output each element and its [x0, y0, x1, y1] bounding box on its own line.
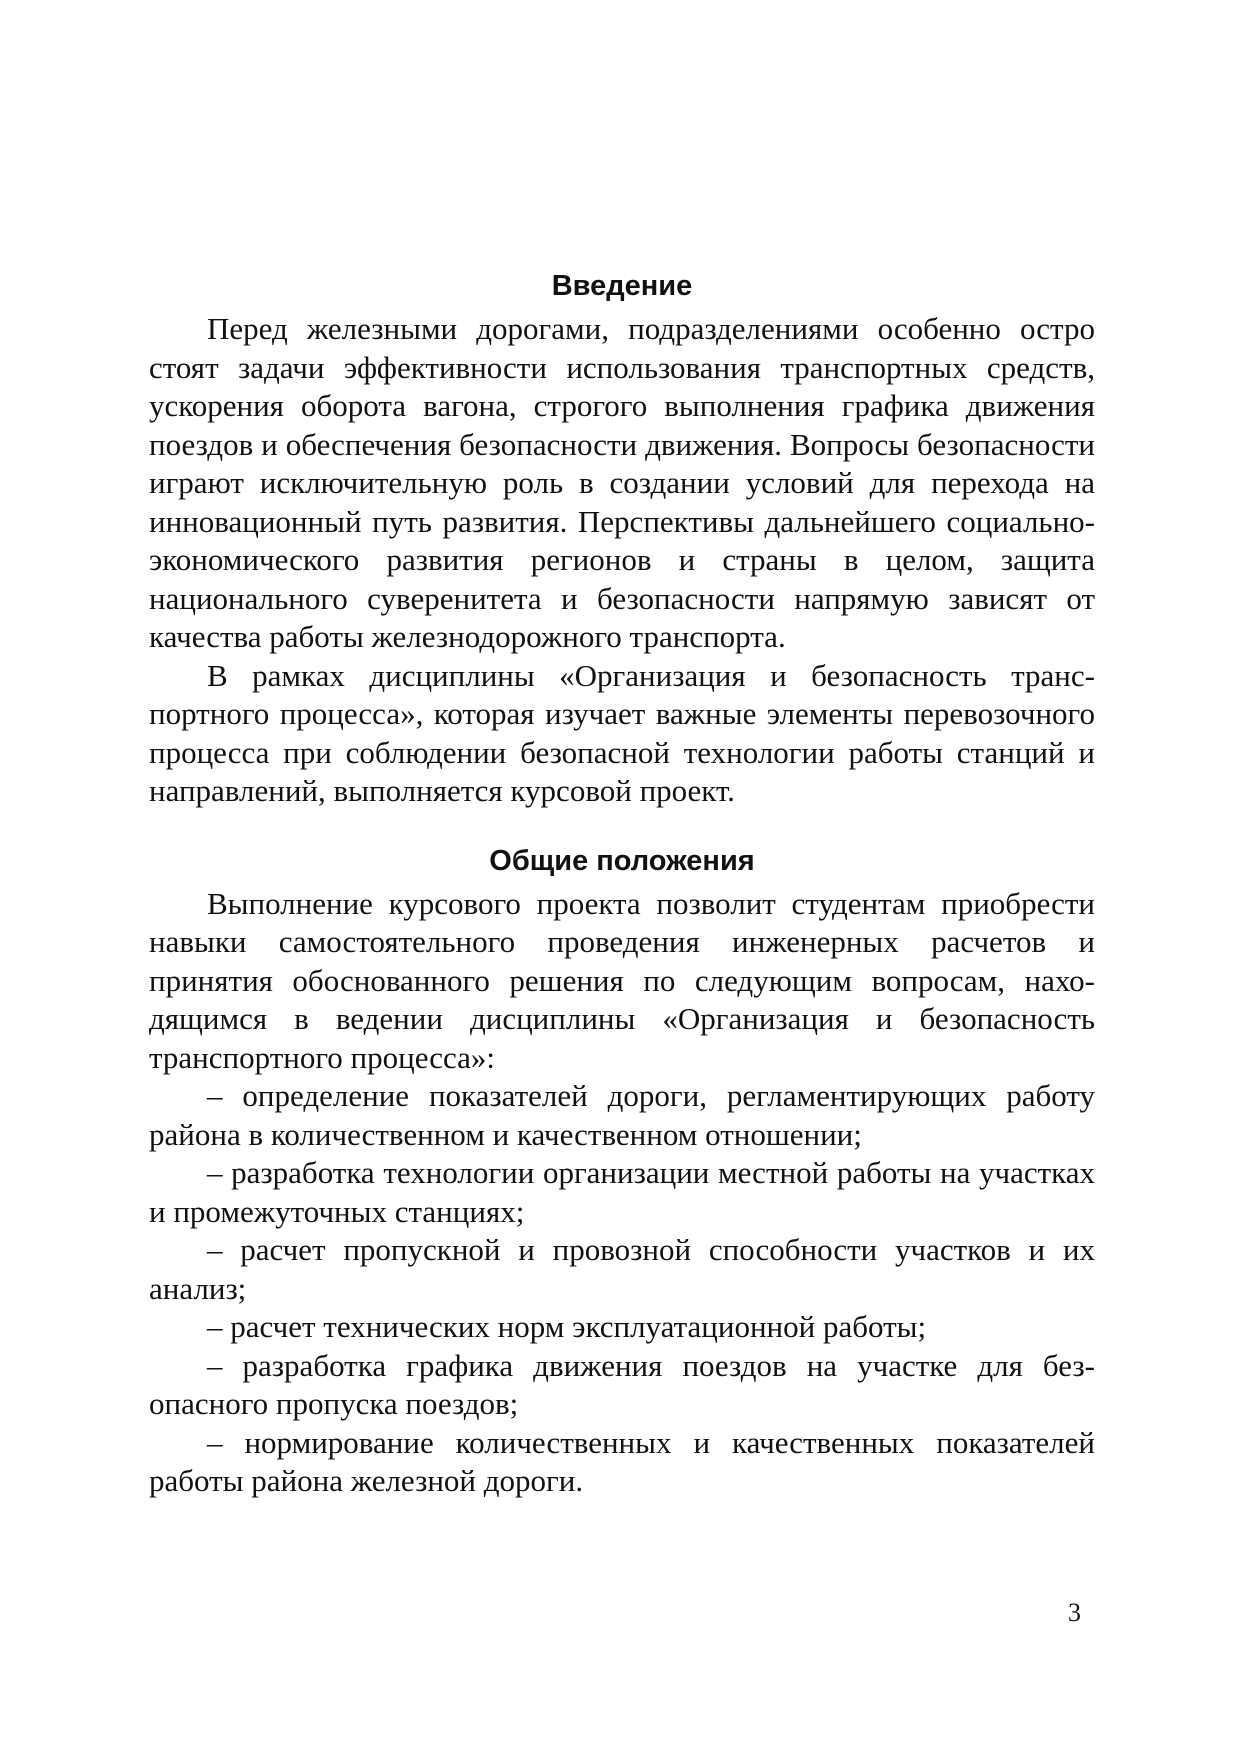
list-item: – нормирование количественных и качественных показателей работы района железной дороги.	[149, 1424, 1095, 1498]
paragraph-general-intro: Выполнение курсового проекта позволит студентам приобрести навыки самостоятельного проведения инженерных расчетов и принятия обоснованного решения по следующим вопросам, находящимся в ведении дисциплины «Организация и безопасность транспортного процесса»:	[149, 885, 1095, 1075]
list-item: – разработка графика движения поездов на участке для безопасного пропуска поездов;	[149, 1347, 1095, 1421]
list-item: – расчет технических норм эксплуатационной работы;	[207, 1309, 927, 1344]
page-number: 3	[1068, 1598, 1081, 1627]
list-item: – определение показателей дороги, регламентирующих работу района в количественном и качественном отношении;	[149, 1078, 1095, 1152]
section-title-general-provisions: Общие положения	[489, 844, 755, 877]
list-item: – разработка технологии организации местной работы на участках и промежуточных станциях;	[149, 1155, 1095, 1229]
list-item: – расчет пропускной и провозной способности участков и их анализ;	[149, 1232, 1095, 1306]
page-content	[149, 268, 1095, 1501]
paragraph-introduction-1: Перед железными дорогами, подразделениями особенно остро стоят задачи эффективности использования транспортных средств, ускорения оборота вагона, строгого выполнения графика движения поездов и обеспечения безопасности движения. Вопросы безопасности играют исключительную роль в создании условий для перехода на инновационный путь развития. Перспективы дальнейшего социально-экономического развития регионов и страны в целом, защита национального суверенитета и безопасности напрямую зависят от качества работы железнодорожного транспорта.	[149, 311, 1095, 654]
paragraph-introduction-2: В рамках дисциплины «Организация и безопасность транспортного процесса», которая изучает важные элементы перевозочного процесса при соблюдении безопасной технологии работы станций и направлений, выполняется курсовой проект.	[149, 657, 1095, 808]
section-title-introduction: Введение	[551, 270, 693, 302]
